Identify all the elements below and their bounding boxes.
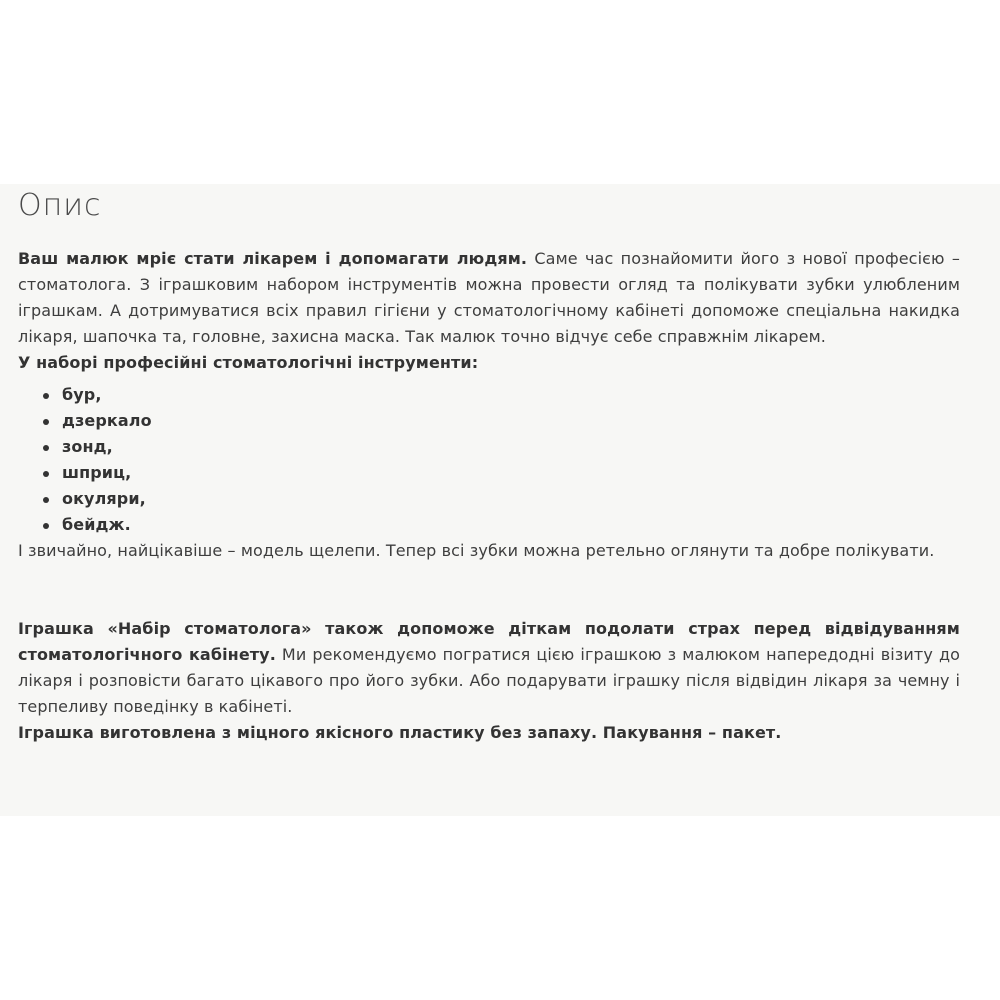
- list-item: бур,: [43, 382, 960, 408]
- material-paragraph: [18, 720, 960, 746]
- list-item: шприц,: [43, 460, 960, 486]
- tools-heading-text: У наборі професійні стоматологічні інструменти:: [18, 353, 479, 372]
- tools-heading: [18, 350, 960, 376]
- section-title: Опис: [18, 188, 102, 223]
- jaw-paragraph: І звичайно, найцікавіше – модель щелепи. Тепер всі зубки можна ретельно оглянути та добре полікувати.: [18, 541, 935, 560]
- paragraph-spacer: [18, 564, 960, 616]
- list-item: окуляри,: [43, 486, 960, 512]
- list-item: бейдж.: [43, 512, 960, 538]
- description-content: [18, 184, 960, 746]
- fear-bold-text: Іграшка «Набір стоматолога» також допоможе діткам подолати страх перед відвідуванням стоматологічного кабінету.: [18, 619, 960, 664]
- fear-paragraph: [18, 616, 960, 720]
- tools-list: [18, 382, 960, 538]
- intro-bold-text: Ваш малюк мріє стати лікарем і допомагати людям.: [18, 249, 528, 268]
- fear-text: Ми рекомендуємо погратися цією іграшкою з малюком напередодні візиту до лікаря і розповісти багато цікавого про його зубки. Або подарувати іграшку після відвідин лікаря за чемну і терпеливу поведінку в кабінеті.: [18, 645, 960, 716]
- material-text: Іграшка виготовлена з міцного якісного пластику без запаху. Пакування – пакет.: [18, 723, 782, 742]
- description-panel: [0, 184, 1000, 816]
- list-item: дзеркало: [43, 408, 960, 434]
- intro-paragraph: [18, 246, 960, 350]
- intro-text: Саме час познайомити його з нової професією – стоматолога. З іграшковим набором інструментів можна провести огляд та полікувати зубки улюбленим іграшкам. А дотримуватися всіх правил гігієни у стоматологічному кабінеті допоможе спеціальна накидка лікаря, шапочка та, головне, захисна маска. Так малюк точно відчує себе справжнім лікарем.: [18, 249, 960, 346]
- list-item: зонд,: [43, 434, 960, 460]
